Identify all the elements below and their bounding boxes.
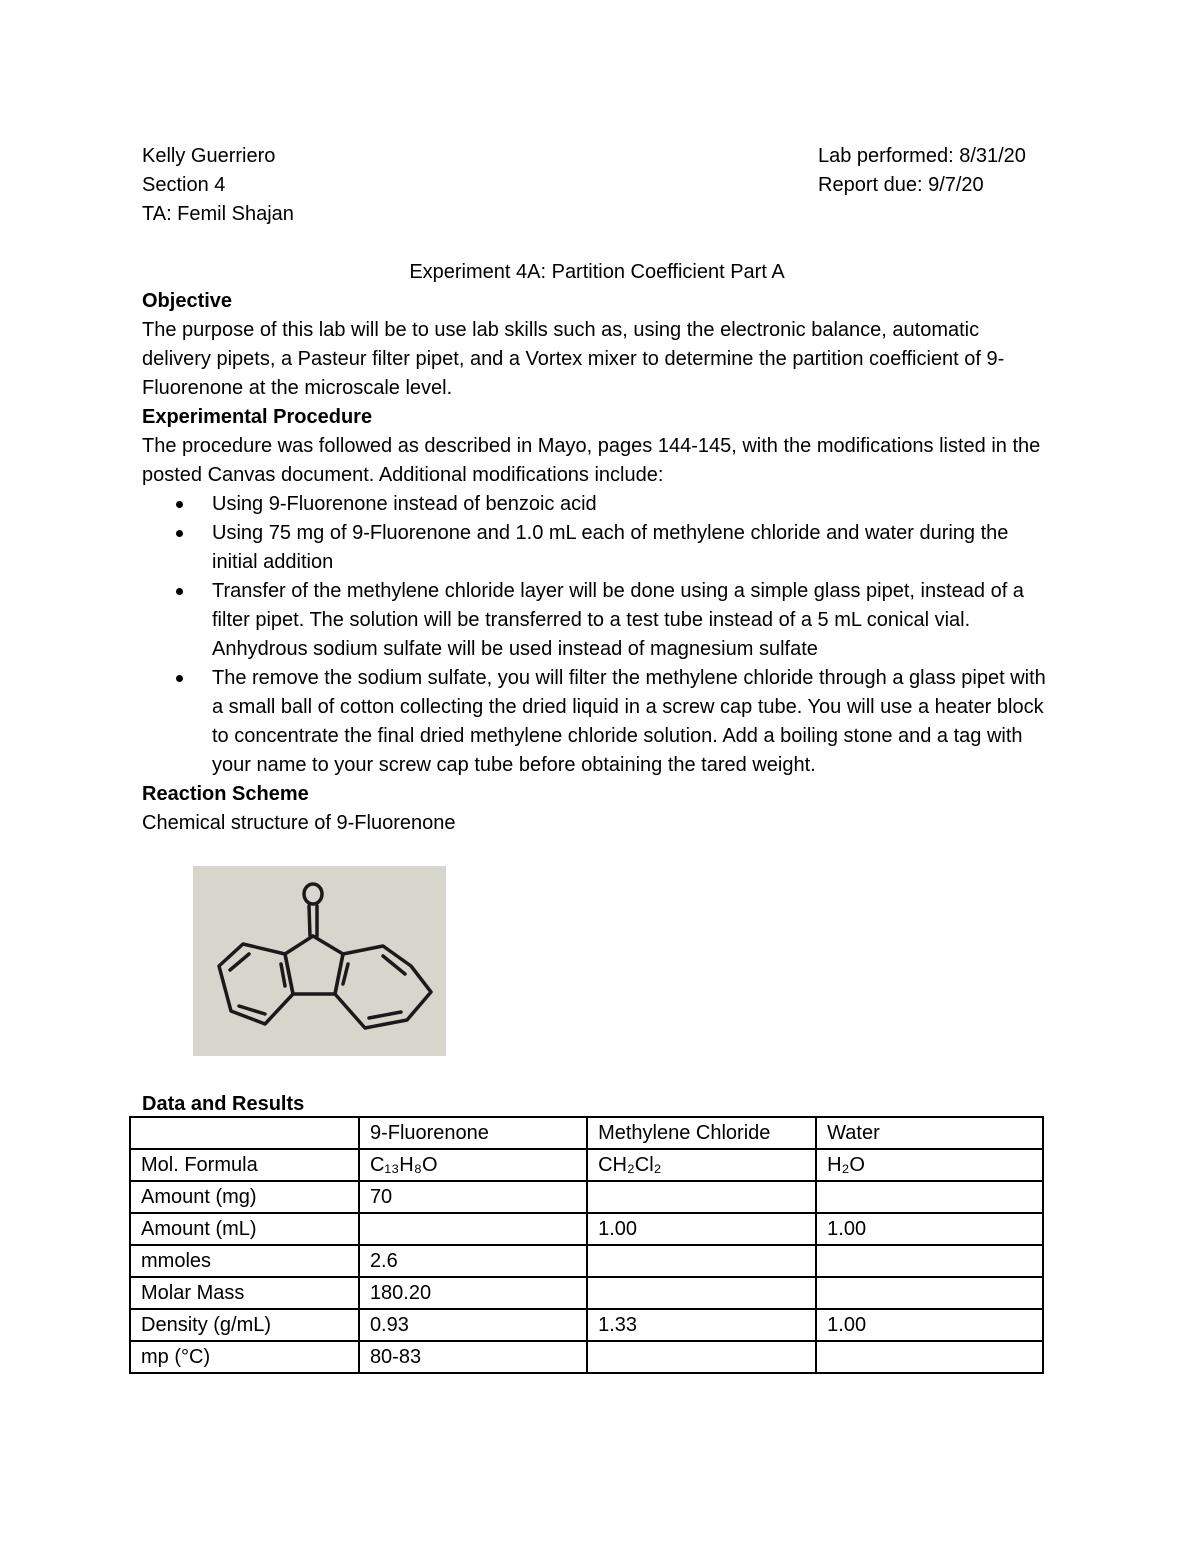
table-row (130, 1277, 1043, 1309)
table-cell (816, 1181, 1043, 1213)
table-header-cell: Water (816, 1117, 1043, 1149)
section: Section 4 (142, 174, 226, 196)
list-item: Using 75 mg of 9-Fluorenone and 1.0 mL each of methylene chloride and water during the initial addition (212, 519, 1052, 577)
table-cell (359, 1213, 587, 1245)
lab-performed-date: Lab performed: 8/31/20 (818, 145, 1026, 167)
header-row-2 (142, 171, 1052, 200)
table-cell (587, 1181, 816, 1213)
table-header-cell (130, 1117, 359, 1149)
table-cell: Density (g/mL) (130, 1309, 359, 1341)
table-cell: Molar Mass (130, 1277, 359, 1309)
9-fluorenone-structure-icon (193, 866, 446, 1056)
table-header-cell: Methylene Chloride (587, 1117, 816, 1149)
teaching-assistant: TA: Femil Shajan (142, 203, 294, 225)
table-header-row (130, 1117, 1043, 1149)
table-cell (816, 1245, 1043, 1277)
header-row-3 (142, 200, 1052, 229)
table-row (130, 1309, 1043, 1341)
table-cell: 180.20 (359, 1277, 587, 1309)
table-cell: Amount (mg) (130, 1181, 359, 1213)
document-title: Experiment 4A: Partition Coefficient Part A (409, 261, 785, 283)
document-page (142, 142, 1052, 838)
table-cell: Mol. Formula (130, 1149, 359, 1181)
objective-heading: Objective (142, 290, 233, 312)
reaction-heading: Reaction Scheme (142, 783, 309, 805)
table-cell: 1.00 (816, 1213, 1043, 1245)
list-item: The remove the sodium sulfate, you will filter the methylene chloride through a glass pipet with a small ball of cotton collecting the dried liquid in a screw cap tube. You will use a heater block to concentrate the final dried methylene chloride solution. Add a boiling stone and a tag with your name to your screw cap tube before obtaining the tared weight. (212, 664, 1052, 780)
table-cell (587, 1341, 816, 1373)
header-row-1 (142, 142, 1052, 171)
table-cell: 2.6 (359, 1245, 587, 1277)
table-cell (816, 1341, 1043, 1373)
table-cell: 1.00 (816, 1309, 1043, 1341)
table-row (130, 1149, 1043, 1181)
table-cell: Amount (mL) (130, 1213, 359, 1245)
table-cell: 1.00 (587, 1213, 816, 1245)
table-row (130, 1181, 1043, 1213)
table-cell: 70 (359, 1181, 587, 1213)
list-item: Transfer of the methylene chloride layer will be done using a simple glass pipet, instead of a filter pipet. The solution will be transferred to a test tube instead of a 5 mL conical vial. Anhydrous sodium sulfate will be used instead of magnesium sulfate (212, 577, 1052, 664)
table-cell: 0.93 (359, 1309, 587, 1341)
objective-text: The purpose of this lab will be to use lab skills such as, using the electronic balance, automatic delivery pipets, a Pasteur filter pipet, and a Vortex mixer to determine the partition coefficient of 9-Fluorenone at the microscale level. (142, 319, 1005, 399)
procedure-text: The procedure was followed as described in Mayo, pages 144-145, with the modifications listed in the posted Canvas document. Additional modifications include: (142, 435, 1041, 486)
procedure-heading: Experimental Procedure (142, 406, 373, 428)
table-cell: 80-83 (359, 1341, 587, 1373)
table-cell (587, 1245, 816, 1277)
fluorenone-structure-image (193, 866, 446, 1056)
table-cell: CH₂Cl₂ (587, 1149, 816, 1181)
table-cell: mmoles (130, 1245, 359, 1277)
table-row (130, 1245, 1043, 1277)
table-cell (816, 1277, 1043, 1309)
modifications-list (142, 490, 1052, 780)
table-header-cell: 9-Fluorenone (359, 1117, 587, 1149)
data-results-heading: Data and Results (142, 1093, 305, 1115)
table-cell: mp (°C) (130, 1341, 359, 1373)
report-due-date: Report due: 9/7/20 (818, 174, 984, 196)
structure-caption: Chemical structure of 9-Fluorenone (142, 812, 456, 834)
list-item: Using 9-Fluorenone instead of benzoic acid (212, 490, 1052, 519)
table-cell: C₁₃H₈O (359, 1149, 587, 1181)
table-cell (587, 1277, 816, 1309)
table-row (130, 1341, 1043, 1373)
table-cell: H₂O (816, 1149, 1043, 1181)
table-row (130, 1213, 1043, 1245)
student-name: Kelly Guerriero (142, 145, 276, 167)
table-cell: 1.33 (587, 1309, 816, 1341)
data-table (129, 1116, 1044, 1374)
